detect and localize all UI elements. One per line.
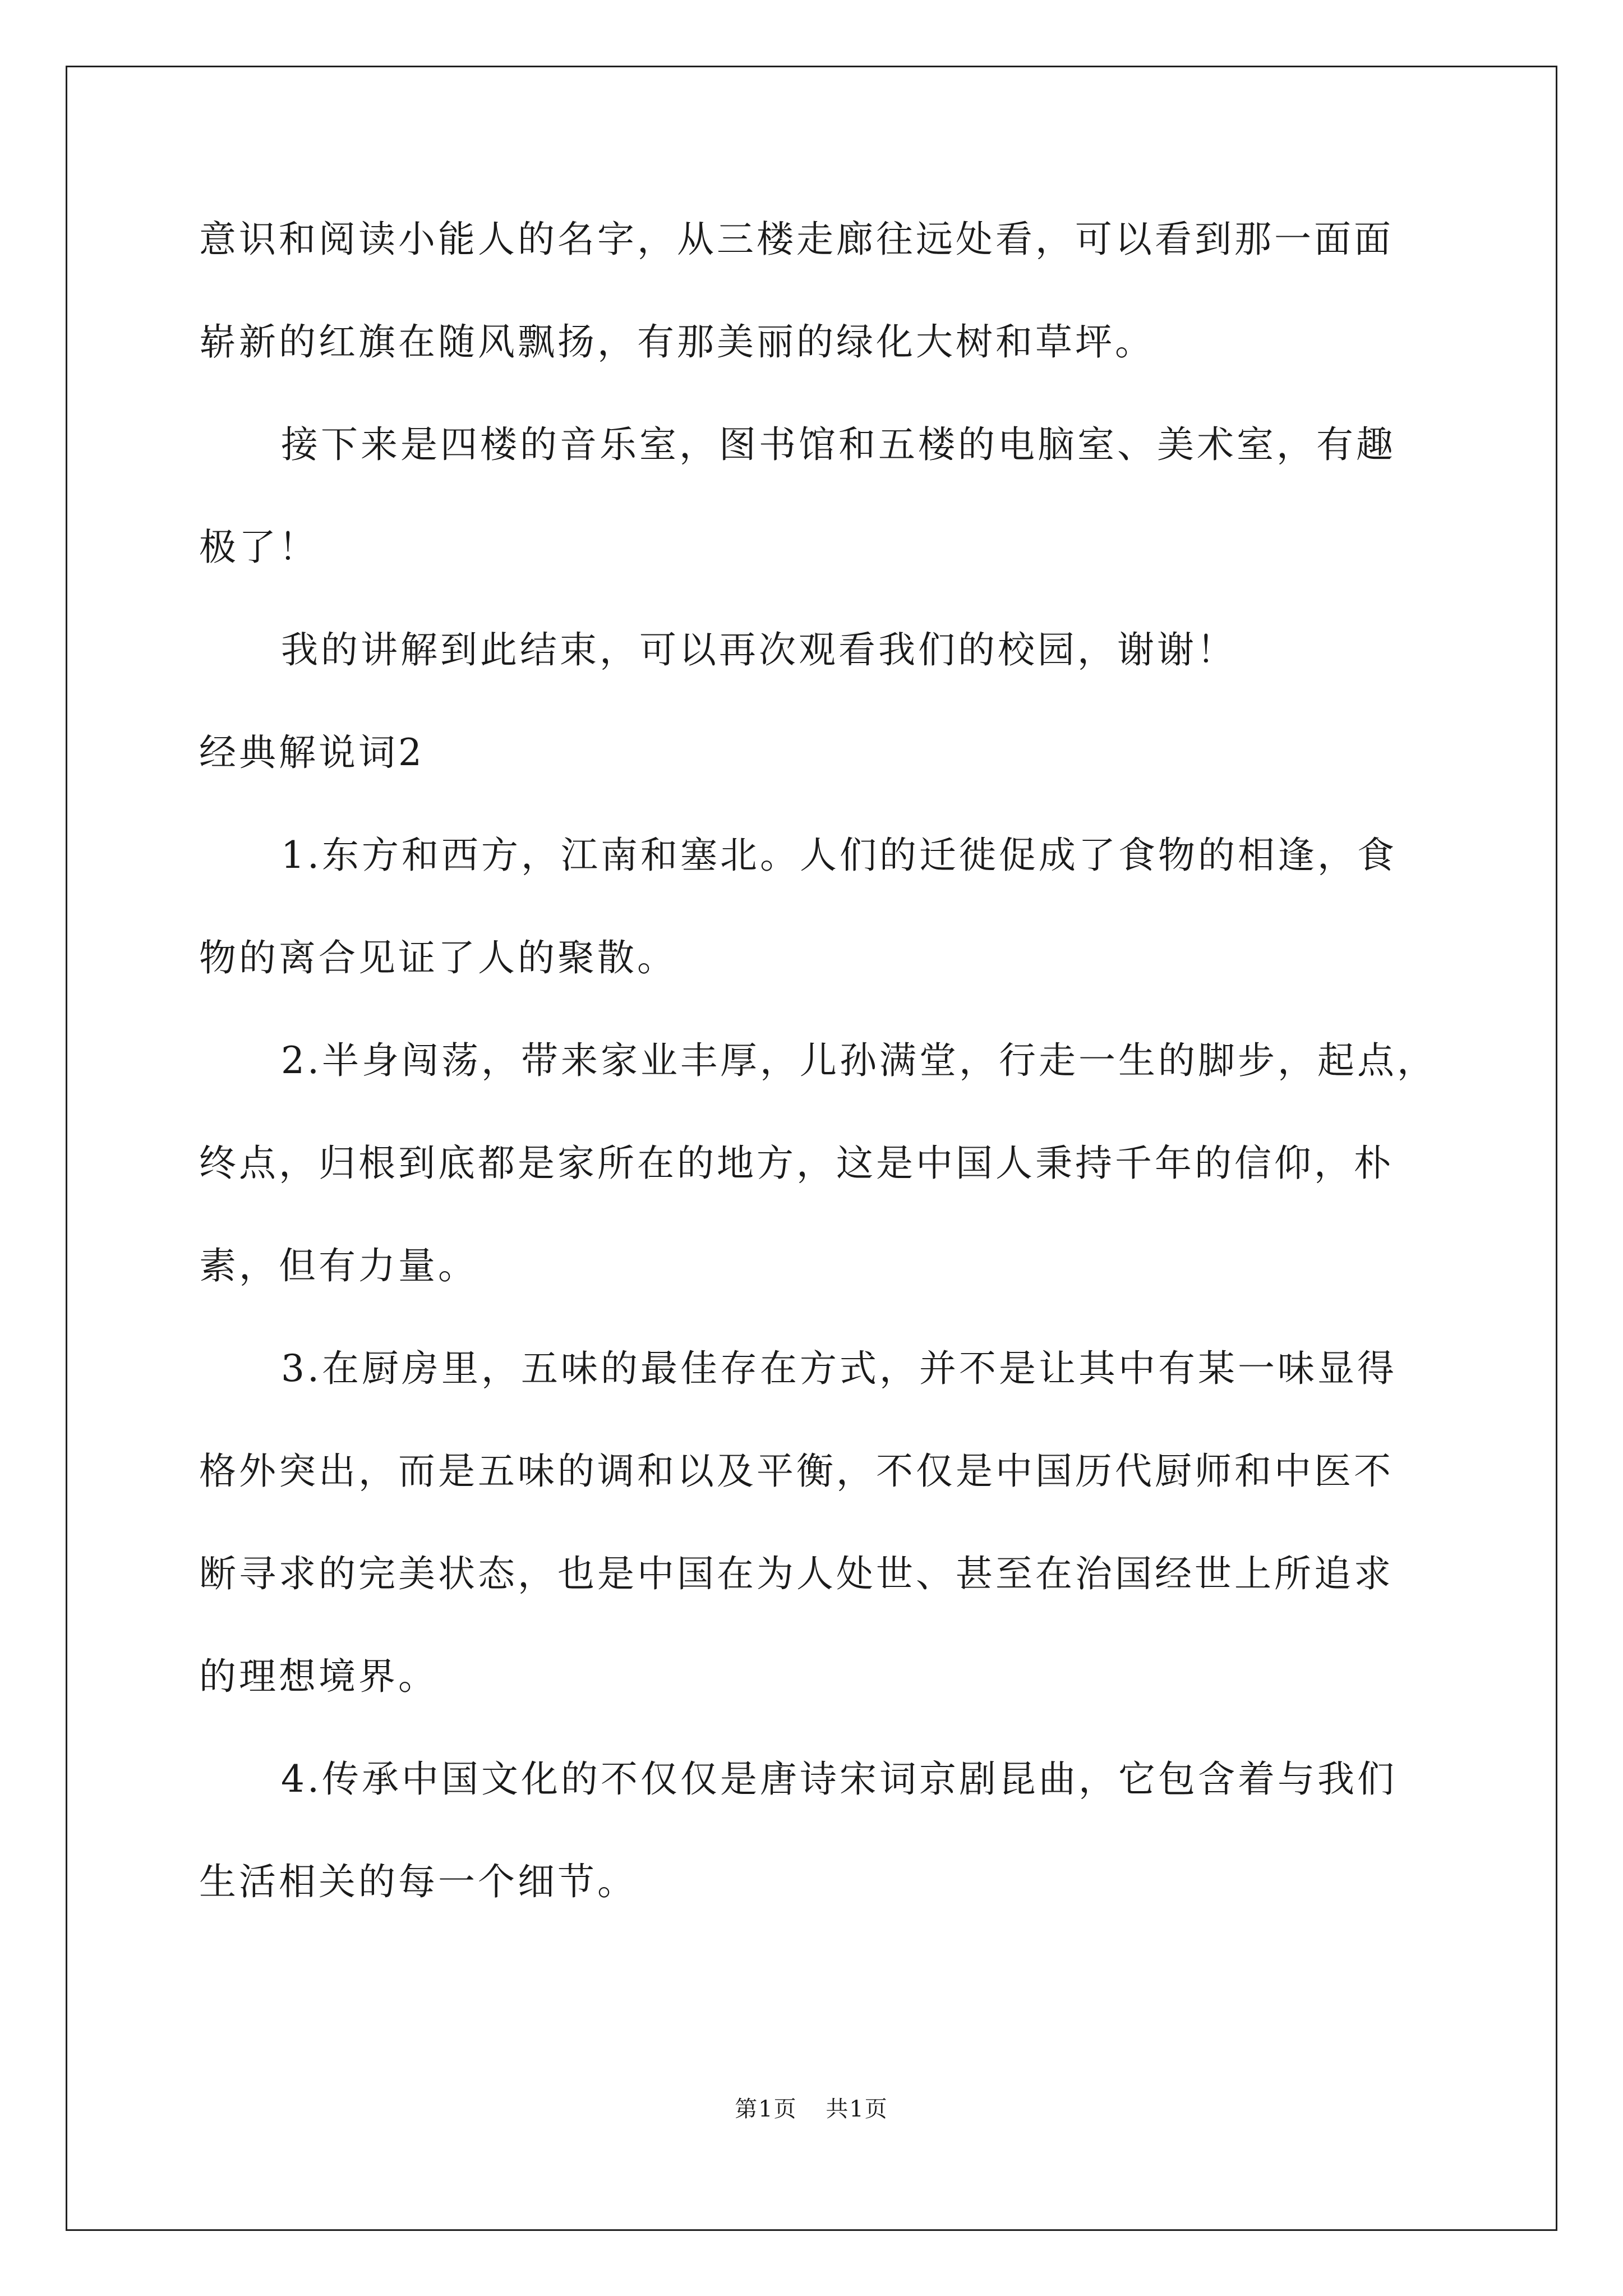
page-total: 共1页 [826, 2096, 888, 2122]
paragraph-line: 素，但有力量。 [199, 1244, 478, 1287]
paragraph-line: 终点，归根到底都是家所在的地方，这是中国人秉持千年的信仰，朴 [199, 1142, 1394, 1185]
paragraph-line: 的理想境界。 [199, 1655, 438, 1698]
paragraph-line: 接下来是四楼的音乐室，图书馆和五楼的电脑室、美术室，有趣 [281, 423, 1396, 466]
paragraph-line: 4.传承中国文化的不仅仅是唐诗宋词京剧昆曲，它包含着与我们 [281, 1757, 1397, 1801]
paragraph-line: 3.在厨房里，五味的最佳存在方式，并不是让其中有某一味显得 [281, 1347, 1397, 1390]
page-footer [0, 2092, 1623, 2126]
paragraph-line: 2.半身闯荡，带来家业丰厚，儿孙满堂，行走一生的脚步，起点， [281, 1039, 1437, 1082]
page-number: 第1页 [735, 2096, 797, 2122]
paragraph-line: 崭新的红旗在随风飘扬，有那美丽的绿化大树和草坪。 [199, 320, 1155, 364]
paragraph-line: 格外突出，而是五味的调和以及平衡，不仅是中国历代厨师和中医不 [199, 1450, 1394, 1493]
paragraph-line: 物的离合见证了人的聚散。 [199, 936, 677, 979]
section-heading: 经典解说词2 [199, 731, 425, 774]
paragraph-line: 极了！ [199, 526, 319, 569]
paragraph-line: 断寻求的完美状态，也是中国在为人处世、甚至在治国经世上所追求 [199, 1552, 1394, 1595]
paragraph-line: 1.东方和西方，江南和塞北。人们的迁徙促成了食物的相逢，食 [281, 834, 1397, 877]
paragraph-line: 生活相关的每一个细节。 [199, 1860, 637, 1903]
paragraph-line: 意识和阅读小能人的名字，从三楼走廊往远处看，可以看到那一面面 [199, 218, 1394, 261]
paragraph-line: 我的讲解到此结束，可以再次观看我们的校园，谢谢！ [281, 628, 1237, 671]
